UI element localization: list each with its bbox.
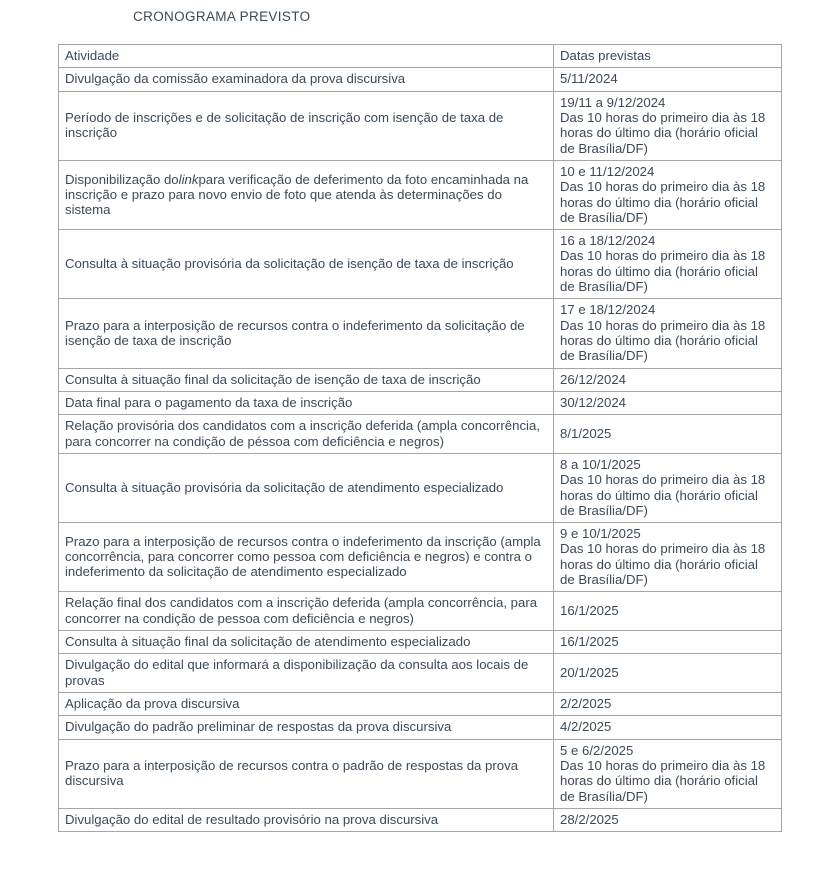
cell-dates [554,631,782,654]
table-row [59,453,782,522]
cell-activity: Consulta à situação final da solicitação de atendimento especializado [59,631,554,654]
cell-dates [554,654,782,693]
date-value: 9 e 10/1/2025 [560,526,641,542]
date-value: 4/2/2025 [560,719,612,735]
cell-activity: Prazo para a interposição de recursos contra o indeferimento da solicitação de isenção de taxa de inscrição [59,299,554,368]
date-value: 28/2/2025 [560,811,619,827]
table-row [59,631,782,654]
date-value: 16/1/2025 [560,603,619,619]
cell-dates [554,160,782,229]
date-value: 16/1/2025 [560,634,619,649]
cell-dates [554,415,782,454]
date-value: 10 e 11/12/2024 [560,163,655,179]
cell-activity: Consulta à situação provisória da solicitação de isenção de taxa de inscrição [59,230,554,299]
table-row [59,230,782,299]
cell-dates [554,368,782,391]
date-value: 5/11/2024 [560,71,618,87]
cell-dates [554,230,782,299]
table-row [59,808,782,831]
cell-activity: Consulta à situação provisória da solicitação de atendimento especializado [59,453,554,522]
cell-activity: Divulgação do padrão preliminar de respostas da prova discursiva [59,716,554,739]
date-value: 30/12/2024 [560,394,627,410]
date-note: Das 10 horas do primeiro dia às 18 horas do último dia (horário oficial de Brasília/DF) [560,109,766,156]
date-value: 19/11 a 9/12/2024 [560,94,666,110]
date-value: 20/1/2025 [560,664,619,680]
table-row [59,368,782,391]
table-row [59,160,782,229]
table-row [59,692,782,715]
date-value: 8/1/2025 [560,425,612,441]
table-row [59,391,782,414]
cell-activity: Prazo para a interposição de recursos contra o indeferimento da inscrição (ampla concorrência, para concorrer como pessoa com deficiência e negros) e contra o indeferimento da solicitação de atendimento especializado [59,523,554,592]
date-value: 8 a 10/1/2025 [560,456,641,472]
table-row [59,68,782,91]
schedule-table-body [59,45,782,832]
table-row [59,91,782,160]
date-note: Das 10 horas do primeiro dia às 18 horas do último dia (horário oficial de Brasília/DF) [560,179,766,225]
column-header-activity: Atividade [59,45,554,68]
schedule-table-container [58,44,781,832]
emphasis-text: link [178,171,199,187]
date-note: Das 10 horas do primeiro dia às 18 horas do último dia (horário oficial de Brasília/DF) [560,317,766,364]
date-note: Das 10 horas do primeiro dia às 18 horas do último dia (horário oficial de Brasília/DF) [560,472,766,518]
date-value: 5 e 6/2/2025 [560,742,634,758]
cell-activity: Aplicação da prova discursiva [59,692,554,715]
table-row [59,654,782,693]
table-row [59,299,782,368]
date-note: Das 10 horas do primeiro dia às 18 horas do último dia (horário oficial de Brasília/DF) [560,541,766,588]
cell-activity: Período de inscrições e de solicitação de inscrição com isenção de taxa de inscrição [59,91,554,160]
date-value: 17 e 18/12/2024 [560,302,656,318]
table-row [59,739,782,808]
table-row [59,523,782,592]
cell-dates [554,453,782,522]
date-value: 2/2/2025 [560,695,612,711]
cell-dates [554,91,782,160]
schedule-table [58,44,782,832]
cell-activity: Divulgação do edital que informará a disponibilização da consulta aos locais de provas [59,654,554,693]
column-header-dates: Datas previstas [554,45,782,68]
table-row [59,592,782,631]
cell-dates [554,592,782,631]
cell-dates [554,739,782,808]
cell-activity: Data final para o pagamento da taxa de inscrição [59,391,554,414]
table-header-row [59,45,782,68]
cell-activity: Relação final dos candidatos com a inscrição deferida (ampla concorrência, para concorrer na condição de pessoa com deficiência e negros) [59,592,554,631]
cell-dates [554,299,782,368]
cell-dates [554,716,782,739]
date-note: Das 10 horas do primeiro dia às 18 horas do último dia (horário oficial de Brasília/DF) [560,757,766,804]
cell-dates [554,692,782,715]
cell-dates [554,523,782,592]
cell-activity: Prazo para a interposição de recursos contra o padrão de respostas da prova discursiva [59,739,554,808]
cell-dates [554,68,782,91]
date-value: 16 a 18/12/2024 [560,233,656,249]
date-value: 26/12/2024 [560,371,627,387]
cell-dates [554,808,782,831]
cell-activity: Divulgação da comissão examinadora da prova discursiva [59,68,554,91]
cell-activity: Disponibilização dolinkpara verificação de deferimento da foto encaminhada na inscrição e prazo para novo envio de foto que atenda às determinações do sistema [59,160,554,229]
cell-activity: Divulgação do edital de resultado provisório na prova discursiva [59,808,554,831]
cell-activity: Relação provisória dos candidatos com a inscrição deferida (ampla concorrência, para concorrer na condição de péssoa com deficiência e negros) [59,415,554,454]
table-row [59,415,782,454]
table-row [59,716,782,739]
page-title: CRONOGRAMA PREVISTO [133,9,311,24]
date-note: Das 10 horas do primeiro dia às 18 horas do último dia (horário oficial de Brasília/DF) [560,248,766,295]
cell-dates [554,391,782,414]
cell-activity: Consulta à situação final da solicitação de isenção de taxa de inscrição [59,368,554,391]
